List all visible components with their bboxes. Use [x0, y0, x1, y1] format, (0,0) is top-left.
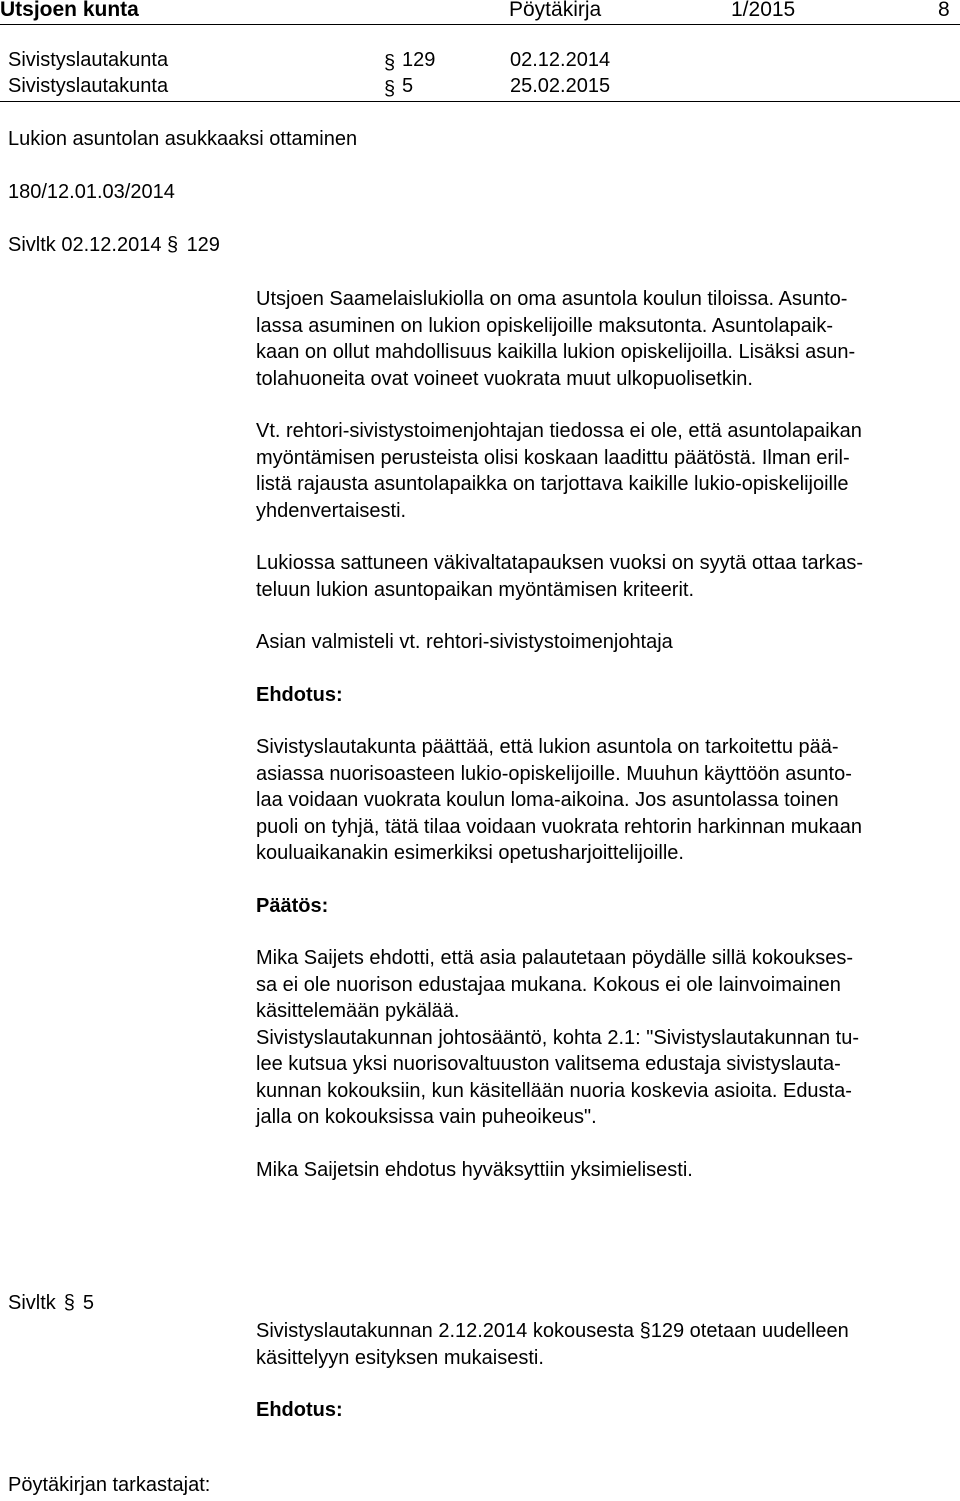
text-line: sa ei ole nuorison edustajaa mukana. Kokous ei ole lainvoimainen [256, 973, 841, 996]
text-line: asiassa nuorisoasteen lukio-opiskelijoille. Muuhun käyttöön asunto- [256, 762, 852, 785]
svg-text:§: § [384, 78, 396, 100]
text-line: Mika Saijets ehdotti, että asia palautetaan pöydälle sillä kokoukses- [256, 947, 854, 969]
document-type: Pöytäkirja [509, 0, 602, 21]
section-sign-icon: § [639, 1320, 651, 1342]
text-line: tolahuoneita ovat voineet vuokrata muut ulkopuolisetkin. [256, 367, 753, 390]
text-segment: 129 [650, 1320, 685, 1342]
section-sign-icon [384, 50, 396, 74]
text-line: yhdenvertaisesti. [256, 499, 407, 522]
text-line: myöntämisen perusteista olisi koskaan laadittu päätöstä. Ilman eril- [256, 446, 850, 469]
text-line: listä rajausta asuntolapaikka on tarjottava kaikille lukio-opiskelijoille [256, 473, 849, 495]
reviewers-label: Pöytäkirjan tarkastajat: [8, 1474, 211, 1496]
text-line: Vt. rehtori-sivistystoimenjohtajan tiedossa ei ole, että asuntolapaikan [256, 420, 862, 442]
text-line: käsittelyyn esityksen mukaisesti. [256, 1346, 544, 1369]
first-item-body [256, 286, 956, 1183]
item-reference-prefix: Sivltk [8, 1292, 56, 1314]
meeting-section: 5 [402, 75, 414, 97]
text-segment: Sivistyslautakunnan 2.12.2014 kokousesta [256, 1320, 635, 1342]
organization-name: Utsjoen kunta [0, 0, 139, 21]
text-line: puoli on tyhjä, tätä tilaa voidaan vuokrata rehtorin harkinnan mukaan [256, 815, 862, 838]
text-line: teluun lukion asuntopaikan myöntämisen kriteerit. [256, 578, 695, 601]
paragraph [256, 1318, 956, 1371]
meetings-rule [0, 101, 960, 102]
proposal-text [256, 734, 956, 867]
text-line: käsittelemään pykälää. [256, 1000, 460, 1022]
meeting-body: Sivistyslautakunta [8, 75, 169, 97]
meeting-section: 129 [402, 49, 436, 71]
text-line: Asian valmisteli vt. rehtori-sivistystoimenjohtaja [256, 631, 673, 653]
item-reference [8, 234, 220, 257]
text-line: Sivistyslautakunta päättää, että lukion asuntola on tarkoitettu pää- [256, 736, 839, 758]
section-sign-icon: § [63, 1292, 75, 1314]
text-line: lee kutsua yksi nuorisovaltuuston valitsema edustaja sivistyslauta- [256, 1053, 841, 1075]
paragraph [256, 629, 956, 656]
text-line: Mika Saijetsin ehdotus hyväksyttiin yksimielisesti. [256, 1158, 693, 1181]
text-line: lassa asuminen on lukion opiskelijoille maksutonta. Asuntolapaik- [256, 314, 833, 337]
page-number: 8 [938, 0, 950, 21]
text-line: Sivistyslautakunnan johtosääntö, kohta 2.1: "Sivistyslautakunnan tu- [256, 1026, 860, 1049]
text-line: kaan on ollut mahdollisuus kaikilla lukion opiskelijoilla. Lisäksi asun- [256, 341, 856, 363]
proposal-heading: Ehdotus: [256, 1399, 343, 1421]
text-line: kouluaikanakin esimerkiksi opetusharjoittelijoille. [256, 842, 684, 864]
section-sign-icon: § [167, 234, 179, 256]
item-reference-section: 129 [186, 234, 220, 256]
header-rule [0, 24, 960, 25]
second-item-body [256, 1318, 956, 1424]
text-line: Lukiossa sattuneen väkivaltatapauksen vuoksi on syytä ottaa tarkas- [256, 552, 864, 574]
document-subject: Lukion asuntolan asukkaaksi ottaminen [8, 128, 358, 150]
item-reference-section: 5 [82, 1292, 95, 1314]
section-sign-icon [384, 76, 396, 100]
meeting-date: 25.02.2015 [510, 75, 611, 97]
decision-heading: Päätös: [256, 894, 329, 917]
text-line: jalla on kokouksissa vain puheoikeus". [256, 1106, 597, 1128]
decision-result [256, 1157, 956, 1184]
proposal-heading: Ehdotus: [256, 683, 343, 706]
document-number: 1/2015 [731, 0, 796, 21]
paragraph [256, 418, 956, 524]
item-reference-prefix: Sivltk 02.12.2014 [8, 234, 162, 256]
text-segment: otetaan uudelleen [689, 1320, 849, 1342]
svg-text:§: § [384, 52, 396, 74]
meeting-body: Sivistyslautakunta [8, 49, 169, 71]
paragraph [256, 286, 956, 392]
item-reference [8, 1292, 94, 1315]
paragraph [256, 550, 956, 603]
text-line: Utsjoen Saamelaislukiolla on oma asuntola koulun tiloissa. Asunto- [256, 288, 848, 310]
decision-text [256, 945, 956, 1131]
meeting-date: 02.12.2014 [510, 49, 611, 71]
record-number: 180/12.01.03/2014 [8, 181, 175, 203]
text-line: laa voidaan vuokrata koulun loma-aikoina. Jos asuntolassa toinen [256, 789, 839, 811]
text-line: kunnan kokouksiin, kun käsitellään nuoria koskevia asioita. Edusta- [256, 1079, 852, 1102]
